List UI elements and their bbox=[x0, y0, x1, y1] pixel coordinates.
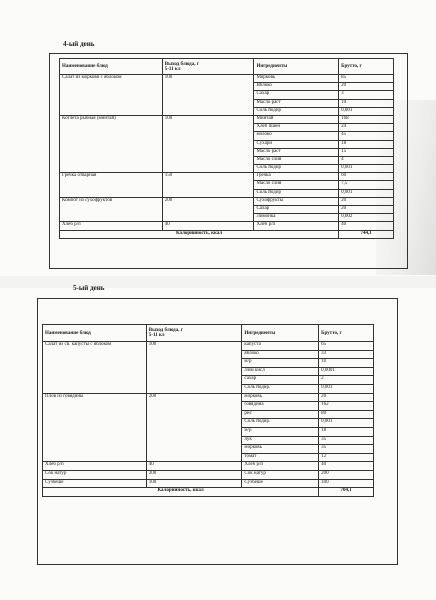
ingredient-gross: 7,5 bbox=[339, 181, 394, 189]
ingredient-gross: 40 bbox=[339, 222, 394, 230]
ingredient-gross: 2 bbox=[319, 376, 374, 385]
ingredient-gross: 60 bbox=[339, 173, 394, 181]
ingredient-name: м/р bbox=[242, 359, 319, 368]
header-row bbox=[60, 59, 394, 75]
ingredient-name: Лим кисл bbox=[242, 367, 319, 376]
header-portion-weight bbox=[146, 325, 242, 342]
header-gross: Брутто, г bbox=[319, 325, 374, 342]
ingredient-name: Сухари bbox=[254, 140, 339, 148]
ingredient-gross: 18 bbox=[319, 427, 374, 436]
table-row bbox=[43, 470, 374, 479]
dish-name: Хлеб р/п bbox=[43, 462, 147, 471]
ingredient-name: яблоко bbox=[242, 350, 319, 359]
dish-weight: 100 bbox=[146, 479, 242, 488]
ingredient-gross: 4 bbox=[339, 156, 394, 164]
ingredient-name: морковь bbox=[242, 445, 319, 454]
ingredient-gross: 100 bbox=[319, 479, 374, 488]
ingredient-name: Сузбеше bbox=[242, 479, 319, 488]
calories-row bbox=[60, 230, 394, 238]
header-dish-name: Наименование блюд bbox=[43, 325, 147, 342]
dish-name: Гречка отварная bbox=[60, 173, 163, 198]
ingredient-name: Соль йодир. bbox=[242, 419, 319, 428]
ingredient-gross: 0,001 bbox=[319, 419, 374, 428]
ingredient-gross: 12 bbox=[319, 453, 374, 462]
ingredient-name: Лимонка bbox=[254, 214, 339, 222]
dish-name: Хлеб р/п bbox=[60, 222, 163, 230]
header-ingredients: Ингредиенты bbox=[254, 59, 339, 75]
table-row bbox=[43, 479, 374, 488]
dish-name: Салат из св. капусты с яблоком bbox=[43, 342, 147, 394]
ingredient-gross: 85 bbox=[339, 75, 394, 83]
ingredient-name: Хлеб р/п bbox=[254, 222, 339, 230]
header-portion-label: Выход блюда, г bbox=[164, 61, 199, 67]
table-row bbox=[60, 173, 394, 181]
ingredient-gross: 45 bbox=[339, 132, 394, 140]
dish-weight: 200 bbox=[162, 197, 254, 222]
ingredient-name: рис bbox=[242, 410, 319, 419]
table-row bbox=[60, 75, 394, 83]
ingredient-name: Соль йодир. bbox=[242, 384, 319, 393]
ingredient-gross: 0,001 bbox=[339, 107, 394, 115]
ingredient-name: Масло слив bbox=[254, 156, 339, 164]
ingredient-name: Масло слив bbox=[254, 181, 339, 189]
ingredient-gross: 33 bbox=[319, 350, 374, 359]
dish-name: Компот из сухофруктов bbox=[60, 197, 163, 222]
ingredient-name: говядина bbox=[242, 402, 319, 411]
calories-value: 744,1 bbox=[339, 230, 394, 238]
header-dish-name: Наименование блюд bbox=[60, 59, 163, 75]
header-portion-weight bbox=[162, 59, 254, 75]
ingredient-name: Морковь bbox=[254, 75, 339, 83]
ingredient-gross: 0,001 bbox=[339, 189, 394, 197]
dish-name: Котлета рыбная (минтай) bbox=[60, 115, 163, 172]
ingredient-name: Сухофрукты bbox=[254, 197, 339, 205]
ingredient-gross: 65 bbox=[319, 342, 374, 351]
ingredient-name: м/р bbox=[242, 427, 319, 436]
ingredient-name: Соль йодир bbox=[254, 165, 339, 173]
ingredient-name: Соль йодир bbox=[254, 107, 339, 115]
header-gross: Брутто, г bbox=[339, 59, 394, 75]
ingredient-name: морковь bbox=[242, 393, 319, 402]
ingredient-name: Сахар bbox=[254, 91, 339, 99]
ingredient-gross: 0,002 bbox=[339, 214, 394, 222]
calories-row bbox=[43, 488, 374, 497]
ingredient-gross: 3 bbox=[339, 91, 394, 99]
calories-label: Калорийность, ккал bbox=[60, 230, 339, 238]
ingredient-gross: 20 bbox=[339, 197, 394, 205]
ingredient-name: Хлеб пшен bbox=[254, 124, 339, 132]
ingredient-gross: 0,001 bbox=[319, 384, 374, 393]
dish-weight: 100 bbox=[162, 115, 254, 172]
header-grade-label: 5-11 кл bbox=[164, 66, 181, 72]
dish-weight: 200 bbox=[146, 470, 242, 479]
ingredient-name: Сок натур bbox=[242, 470, 319, 479]
calories-label: Калорийность, ккал bbox=[43, 488, 319, 497]
ingredient-gross: 20 bbox=[339, 206, 394, 214]
ingredient-gross: 35 bbox=[319, 436, 374, 445]
ingredient-gross: 0,001 bbox=[339, 165, 394, 173]
menu-table-day4 bbox=[59, 58, 394, 239]
ingredient-gross: 10 bbox=[339, 99, 394, 107]
dish-weight: 100 bbox=[162, 75, 254, 116]
ingredient-name: Масло раст bbox=[254, 99, 339, 107]
header-portion-label: Выход блюда, г bbox=[148, 328, 183, 333]
table-row bbox=[43, 462, 374, 471]
ingredient-gross: 168 bbox=[339, 115, 394, 123]
ingredient-gross: 18 bbox=[339, 140, 394, 148]
ingredient-name: Яблоко bbox=[254, 83, 339, 91]
header-row bbox=[43, 325, 374, 342]
header-grade-label: 5-11 кл bbox=[148, 333, 165, 338]
menu-table-day5 bbox=[42, 324, 374, 497]
ingredient-gross: 15 bbox=[339, 148, 394, 156]
ingredient-name: Гречка bbox=[254, 173, 339, 181]
ingredient-name: Соль йодир bbox=[254, 189, 339, 197]
ingredient-gross: 40 bbox=[319, 462, 374, 471]
ingredient-gross: 10 bbox=[319, 359, 374, 368]
dish-name: Сок натур bbox=[43, 470, 147, 479]
dish-weight: 100 bbox=[146, 342, 242, 394]
ingredient-name: Масло раст bbox=[254, 148, 339, 156]
ingredient-gross: 0,0001 bbox=[319, 367, 374, 376]
day5-title: 5-ый день bbox=[73, 284, 105, 292]
day4-title: 4-ый день bbox=[63, 40, 95, 48]
table-row bbox=[60, 197, 394, 205]
dish-weight: 40 bbox=[146, 462, 242, 471]
ingredient-gross: 20 bbox=[319, 393, 374, 402]
header-ingredients: Ингредиенты bbox=[242, 325, 319, 342]
table-row bbox=[43, 342, 374, 351]
ingredient-name: сахар bbox=[242, 376, 319, 385]
ingredient-name: молоко bbox=[254, 132, 339, 140]
table-row bbox=[60, 115, 394, 123]
dish-weight: 200 bbox=[146, 393, 242, 462]
dish-name: Сузбеше bbox=[43, 479, 147, 488]
dish-name: Плов из говядины bbox=[43, 393, 147, 462]
calories-value: 704,1 bbox=[319, 488, 374, 497]
ingredient-name: Сахар bbox=[254, 206, 339, 214]
dish-name: Салат из моркови с яблоком bbox=[60, 75, 163, 116]
table-row bbox=[43, 393, 374, 402]
dish-weight: 40 bbox=[162, 222, 254, 230]
ingredient-gross: 80 bbox=[319, 410, 374, 419]
table-row bbox=[60, 222, 394, 230]
ingredient-name: томат bbox=[242, 453, 319, 462]
ingredient-gross: 24 bbox=[339, 124, 394, 132]
ingredient-gross: 200 bbox=[319, 470, 374, 479]
ingredient-name: Минтай bbox=[254, 115, 339, 123]
ingredient-name: капуста bbox=[242, 342, 319, 351]
dish-weight: 150 bbox=[162, 173, 254, 198]
ingredient-gross: 162 bbox=[319, 402, 374, 411]
ingredient-gross: 20 bbox=[339, 83, 394, 91]
ingredient-gross: 35 bbox=[319, 445, 374, 454]
ingredient-name: лук bbox=[242, 436, 319, 445]
ingredient-name: Хлеб р/п bbox=[242, 462, 319, 471]
